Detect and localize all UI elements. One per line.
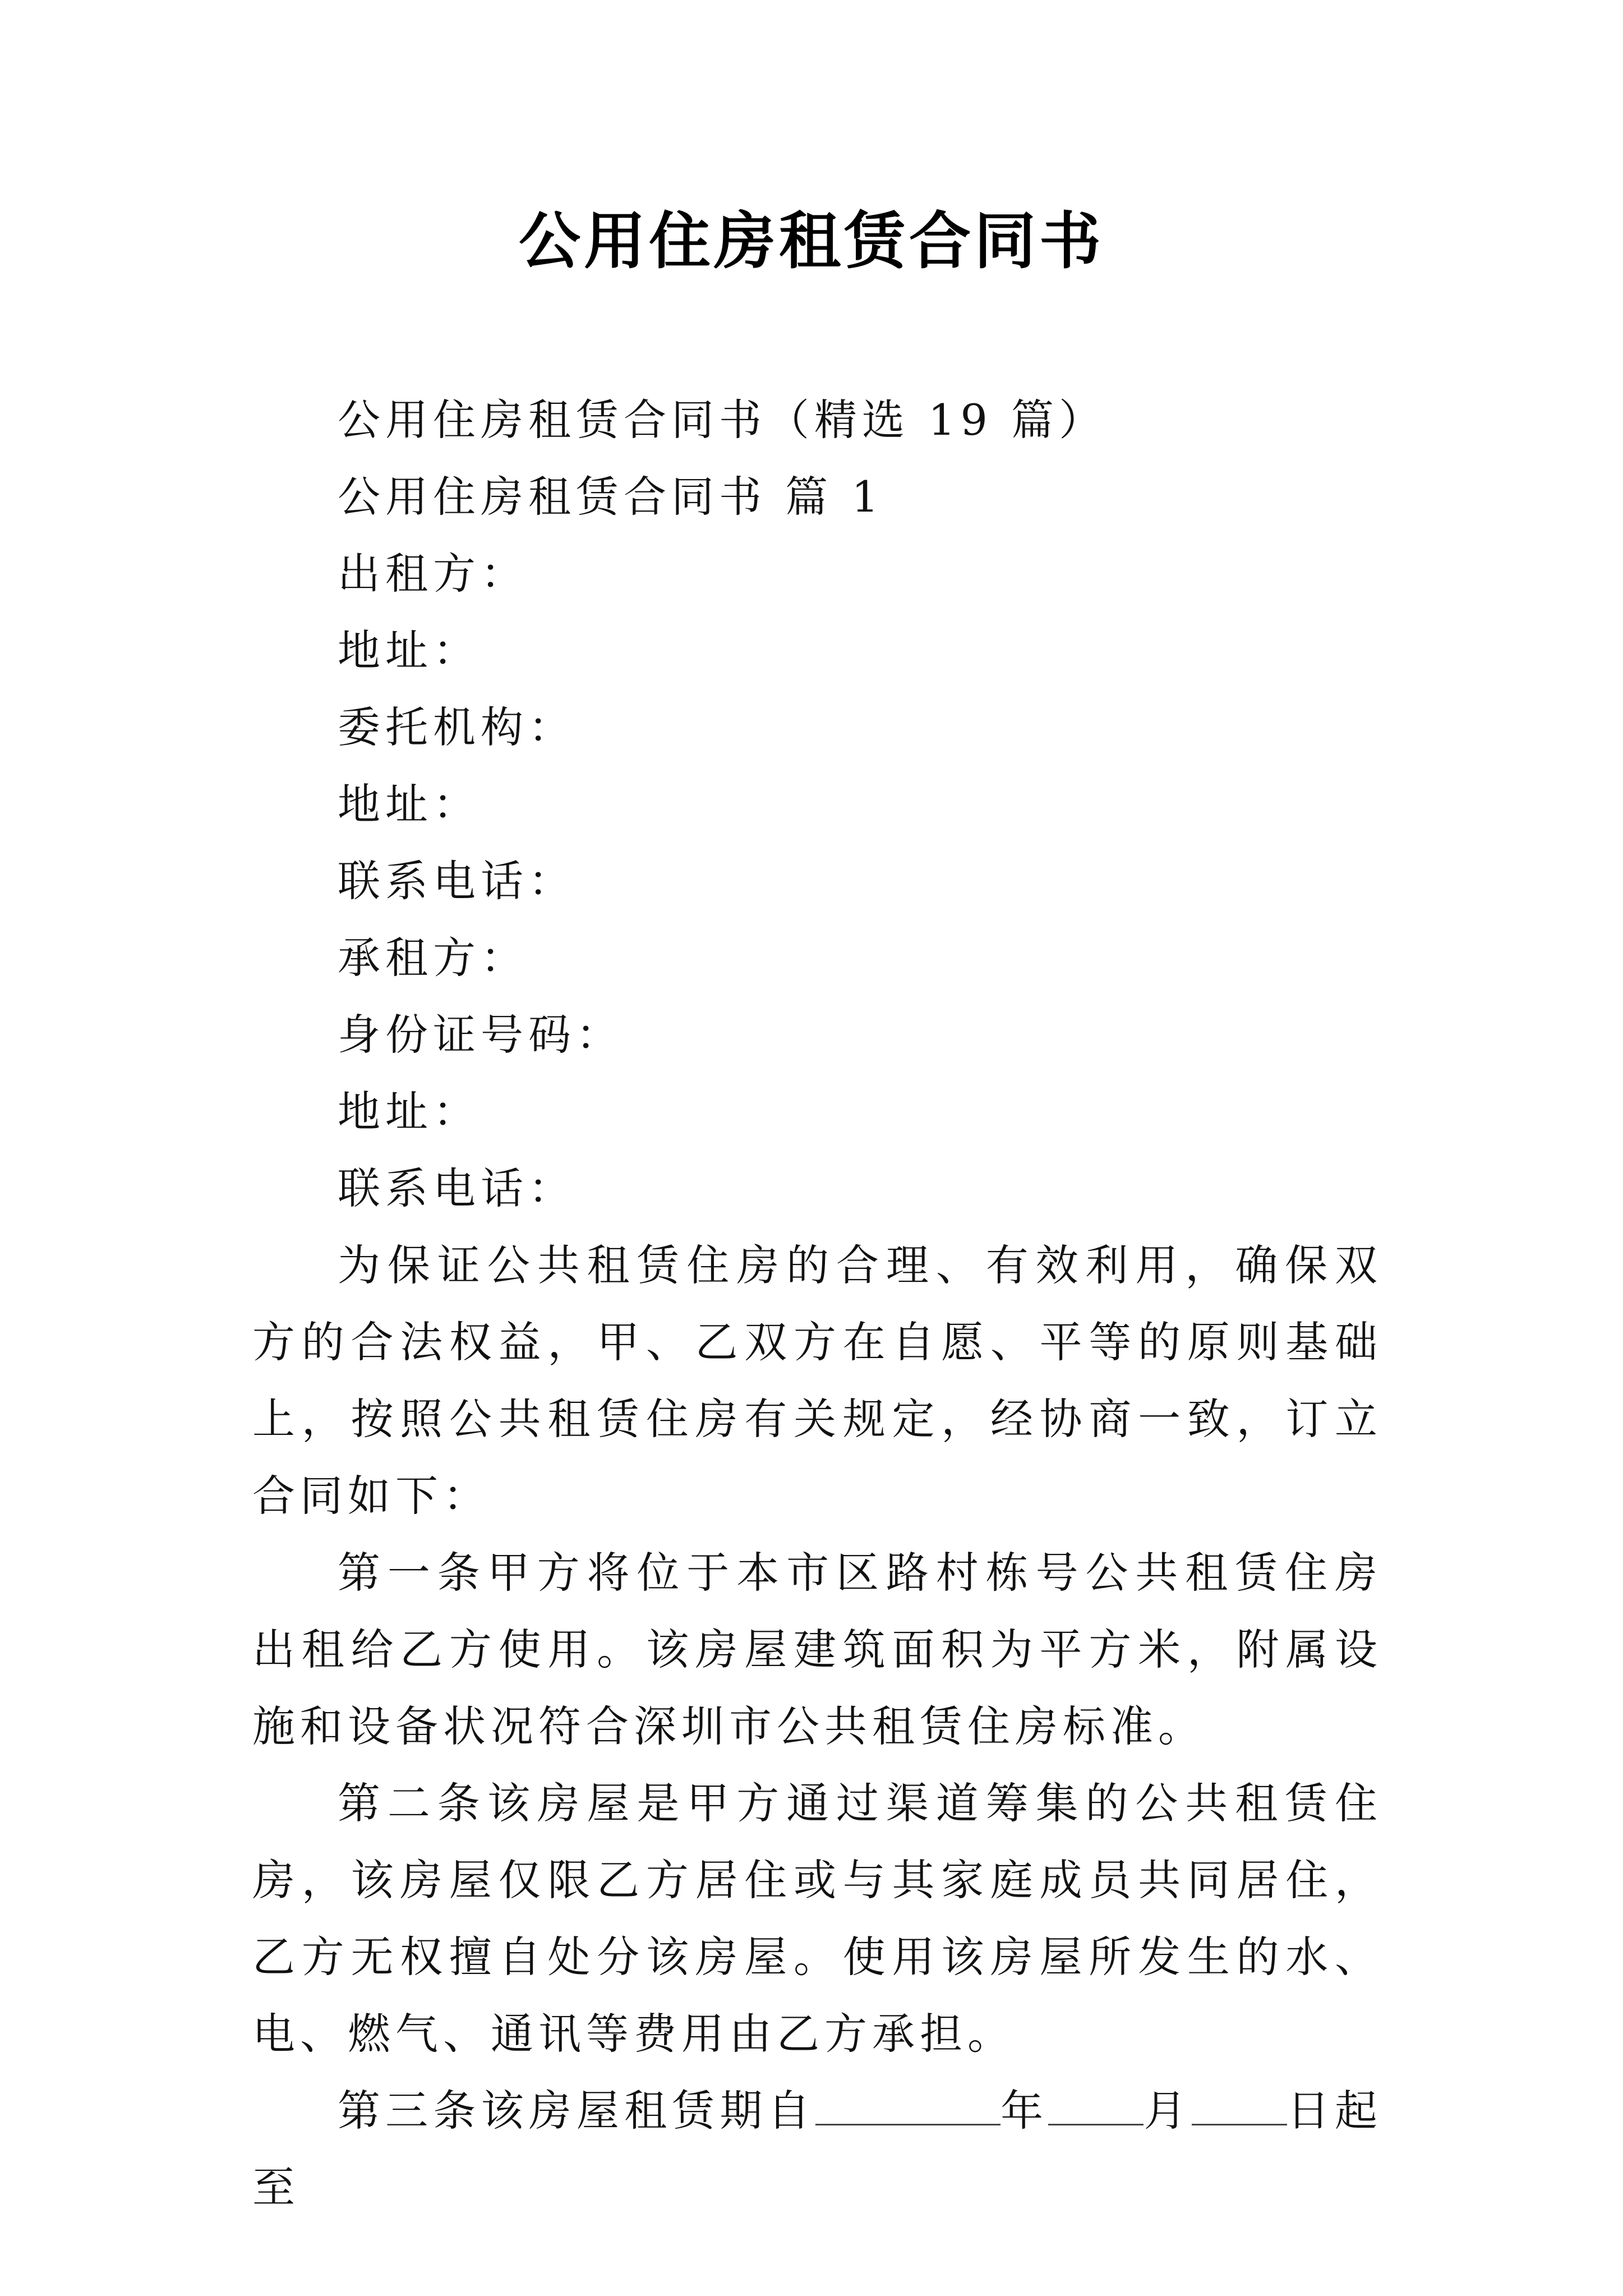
field-lessor-address: 地址： (338, 625, 481, 675)
paragraph-article-1: 第一条甲方将位于本市区路村栋号公共租赁住房出租给乙方使用。该房屋建筑面积为平方米，附属设施和设备状况符合深圳市公共租赁住房标准。 (252, 1548, 1382, 1751)
day-blank (1192, 2090, 1287, 2125)
document-title: 公用住房租赁合同书 (519, 205, 1104, 277)
field-id-number: 身份证号码： (338, 1010, 624, 1060)
article-3-day-until: 日起至 (252, 2086, 1382, 2212)
year-blank (815, 2090, 1000, 2125)
field-agency-address: 地址： (338, 779, 481, 829)
article-3-month: 月 (1144, 2086, 1192, 2136)
section-heading: 公用住房租赁合同书 篇 1 (338, 472, 884, 522)
article-3-lead: 第三条该房屋租赁期自 (338, 2086, 815, 2136)
field-lessee: 承租方： (338, 933, 528, 983)
paragraph-preamble: 为保证公共租赁住房的合理、有效利用，确保双方的合法权益，甲、乙双方在自愿、平等的原则基础上，按照公共租赁住房有关规定，经协商一致，订立合同如下： (252, 1240, 1382, 1521)
field-lessee-phone: 联系电话： (338, 1163, 576, 1213)
field-lessee-address: 地址： (338, 1087, 481, 1137)
field-agency-phone: 联系电话： (338, 856, 576, 906)
paragraph-article-2: 第二条该房屋是甲方通过渠道筹集的公共租赁住房，该房屋仅限乙方居住或与其家庭成员共同居住，乙方无权擅自处分该房屋。使用该房屋所发生的水、电、燃气、通讯等费用由乙方承担。 (252, 1778, 1382, 2059)
article-3-year: 年 (1000, 2086, 1049, 2136)
document-subtitle: 公用住房租赁合同书（精选 19 篇） (338, 395, 1107, 445)
month-blank (1048, 2090, 1144, 2125)
field-agency: 委托机构： (338, 702, 576, 752)
field-lessor: 出租方： (338, 549, 528, 599)
document-body (252, 381, 1382, 2226)
paragraph-article-3 (252, 2072, 1382, 2226)
